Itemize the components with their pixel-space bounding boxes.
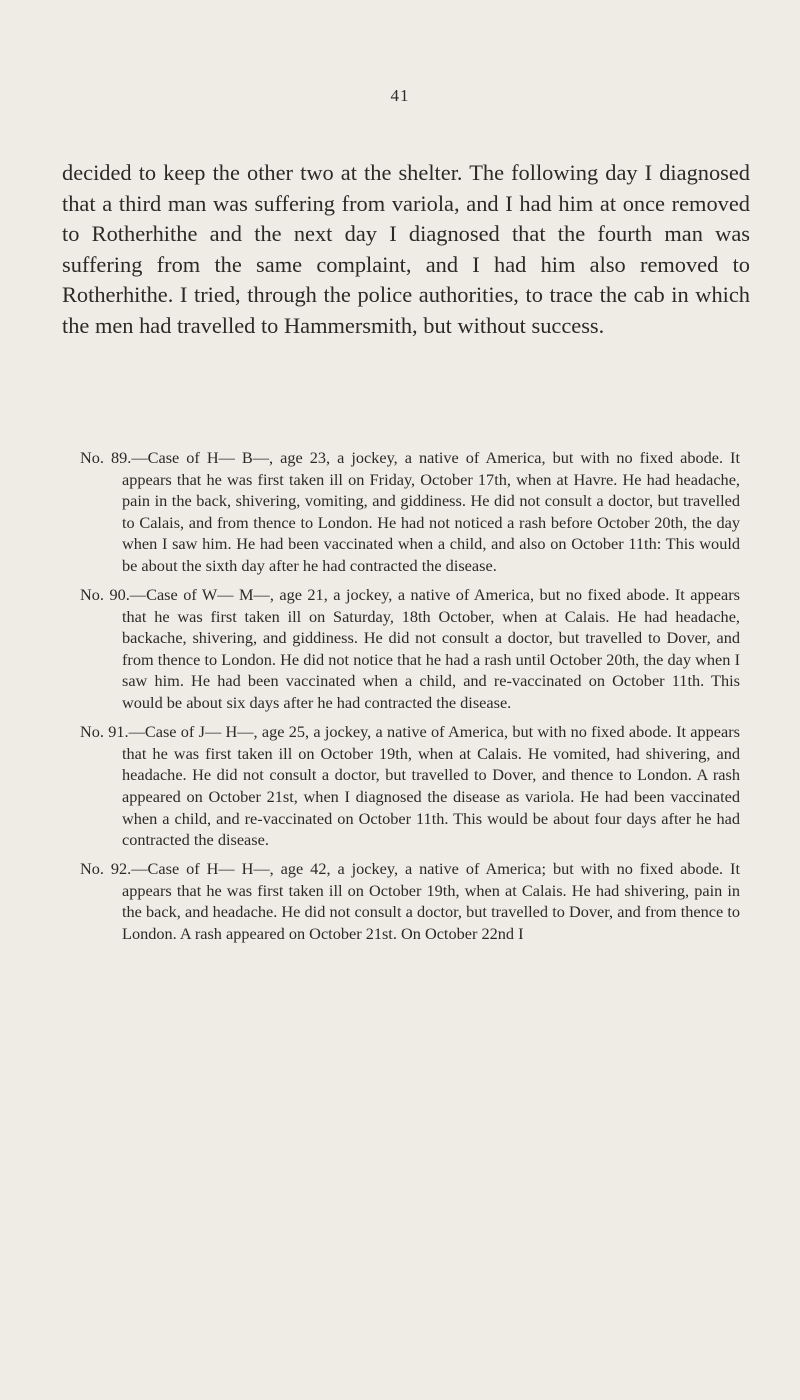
page-number: 41 — [390, 86, 410, 105]
case-text: —Case of H— H—, age 42, a jockey, a native of America; but with no fixed abode. It appears that he was first taken ill on October 19th, when at Calais. He had shivering, pain in the back, and headache. He did not consult a doctor, but travelled to Dover, and from thence to London. A rash appeared on October 21st. On October 22nd I — [122, 859, 740, 943]
case-90-entry — [80, 584, 740, 714]
case-list — [80, 447, 740, 952]
case-92-entry — [80, 858, 740, 944]
case-number: No. 89. — [80, 448, 132, 467]
case-number: No. 91. — [80, 722, 129, 742]
case-text: —Case of H— B—, age 23, a jockey, a native of America, but with no fixed abode. It appears that he was first taken ill on Friday, October 17th, when at Havre. He had headache, pain in the back, shivering, vomiting, and giddiness. He did not consult a doctor, but travelled to Calais, and from thence to London. He had not noticed a rash before October 20th, the day when I saw him. He had been vaccinated when a child, and also on October 11th: This would be about the sixth day after he had contracted the disease. — [122, 448, 741, 575]
intro-paragraph: decided to keep the other two at the shelter. The following day I diagnosed that a third man was suffering from variola, and I had him at once removed to Rotherhithe and the next day I diagnosed that the fourth man was suffering from the same complaint, and I had him also removed to Rotherhithe. I tried, through the police authorities, to trace the cab in which the men had travelled to Hammersmith, but without success. — [62, 160, 750, 338]
case-91-entry — [80, 721, 740, 851]
case-text: —Case of W— M—, age 21, a jockey, a native of America, but no fixed abode. It appears that he was first taken ill on Saturday, 18th October, when at Calais. He had headache, backache, shivering, and giddiness. He did not consult a doctor, but travelled to Dover, and from thence to London. He did not notice that he had a rash until October 20th, the day when I saw him. He had been vaccinated when a child, and re-vaccinated on October 11th. This would be about six days after he had contracted the disease. — [122, 585, 741, 713]
case-number: No. 90. — [80, 585, 130, 605]
case-text: —Case of J— H—, age 25, a jockey, a native of America, but with no fixed abode. It appears that he was first taken ill on October 19th, when at Calais. He vomited, had shivering, and headache. He did not consult a doctor, but travelled to Dover, and thence to London. A rash appeared on October 21st, when I diagnosed the disease as variola. He had been vaccinated when a child, and re-vaccinated on October 11th. This would be about four days after he had contracted the disease. — [122, 722, 741, 850]
case-number: No. 92. — [80, 859, 132, 879]
case-89-entry — [80, 447, 740, 577]
